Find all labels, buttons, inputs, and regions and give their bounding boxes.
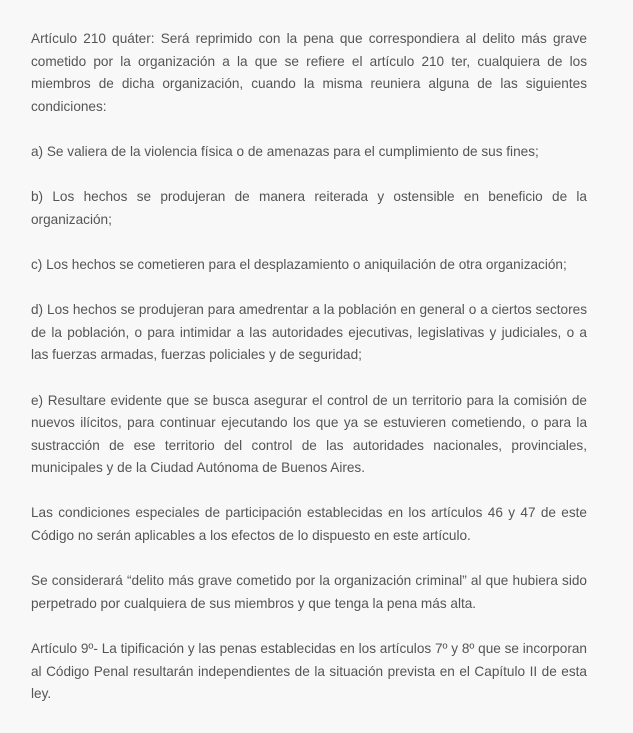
condition-e-paragraph: e) Resultare evidente que se busca asegurar el control de un territorio para la comisión de nuevos ilícitos, para continuar ejecutando los que ya se estuvieren cometiendo, o para la sustracción de ese territorio del control de las autoridades nacionales, provinciales, municipales y de la Ciudad Autónoma de Buenos Aires. xyxy=(31,392,587,476)
condition-b-paragraph: b) Los hechos se produjeran de manera reiterada y ostensible en beneficio de la organización; xyxy=(31,189,587,227)
special-conditions-paragraph: Las condiciones especiales de participación establecidas en los artículos 46 y 47 de este Código no serán aplicables a los efectos de lo dispuesto en este artículo. xyxy=(31,505,587,544)
definition-paragraph: Se considerará “delito más grave cometido por la organización criminal” al que hubiera sido perpetrado por cualquiera de sus miembros y que tenga la pena más alta. xyxy=(31,573,587,611)
condition-c-paragraph: c) Los hechos se cometieren para el desplazamiento o aniquilación de otra organización; xyxy=(31,256,567,272)
article-9-paragraph: Artículo 9º- La tipificación y las penas establecidas en los artículos 7º y 8º que se incorporan al Código Penal resultarán independientes de la situación prevista en el Capítulo II de esta ley. xyxy=(31,641,587,702)
article-210-quater-paragraph: Artículo 210 quáter: Será reprimido con la pena que correspondiera al delito más grave cometido por la organización a la que se refiere el artículo 210 ter, cualquiera de los miembros de dicha organización, cuando la misma reuniera alguna de las siguientes condiciones: xyxy=(31,31,587,114)
condition-d-paragraph: d) Los hechos se produjeran para amedrentar a la población en general o a ciertos sectores de la población, o para intimidar a las autoridades ejecutivas, legislativas y judiciales, o a las fuerzas armadas, fuerzas policiales y de seguridad; xyxy=(31,302,587,363)
condition-a-paragraph: a) Se valiera de la violencia física o de amenazas para el cumplimiento de sus fines; xyxy=(31,143,539,159)
